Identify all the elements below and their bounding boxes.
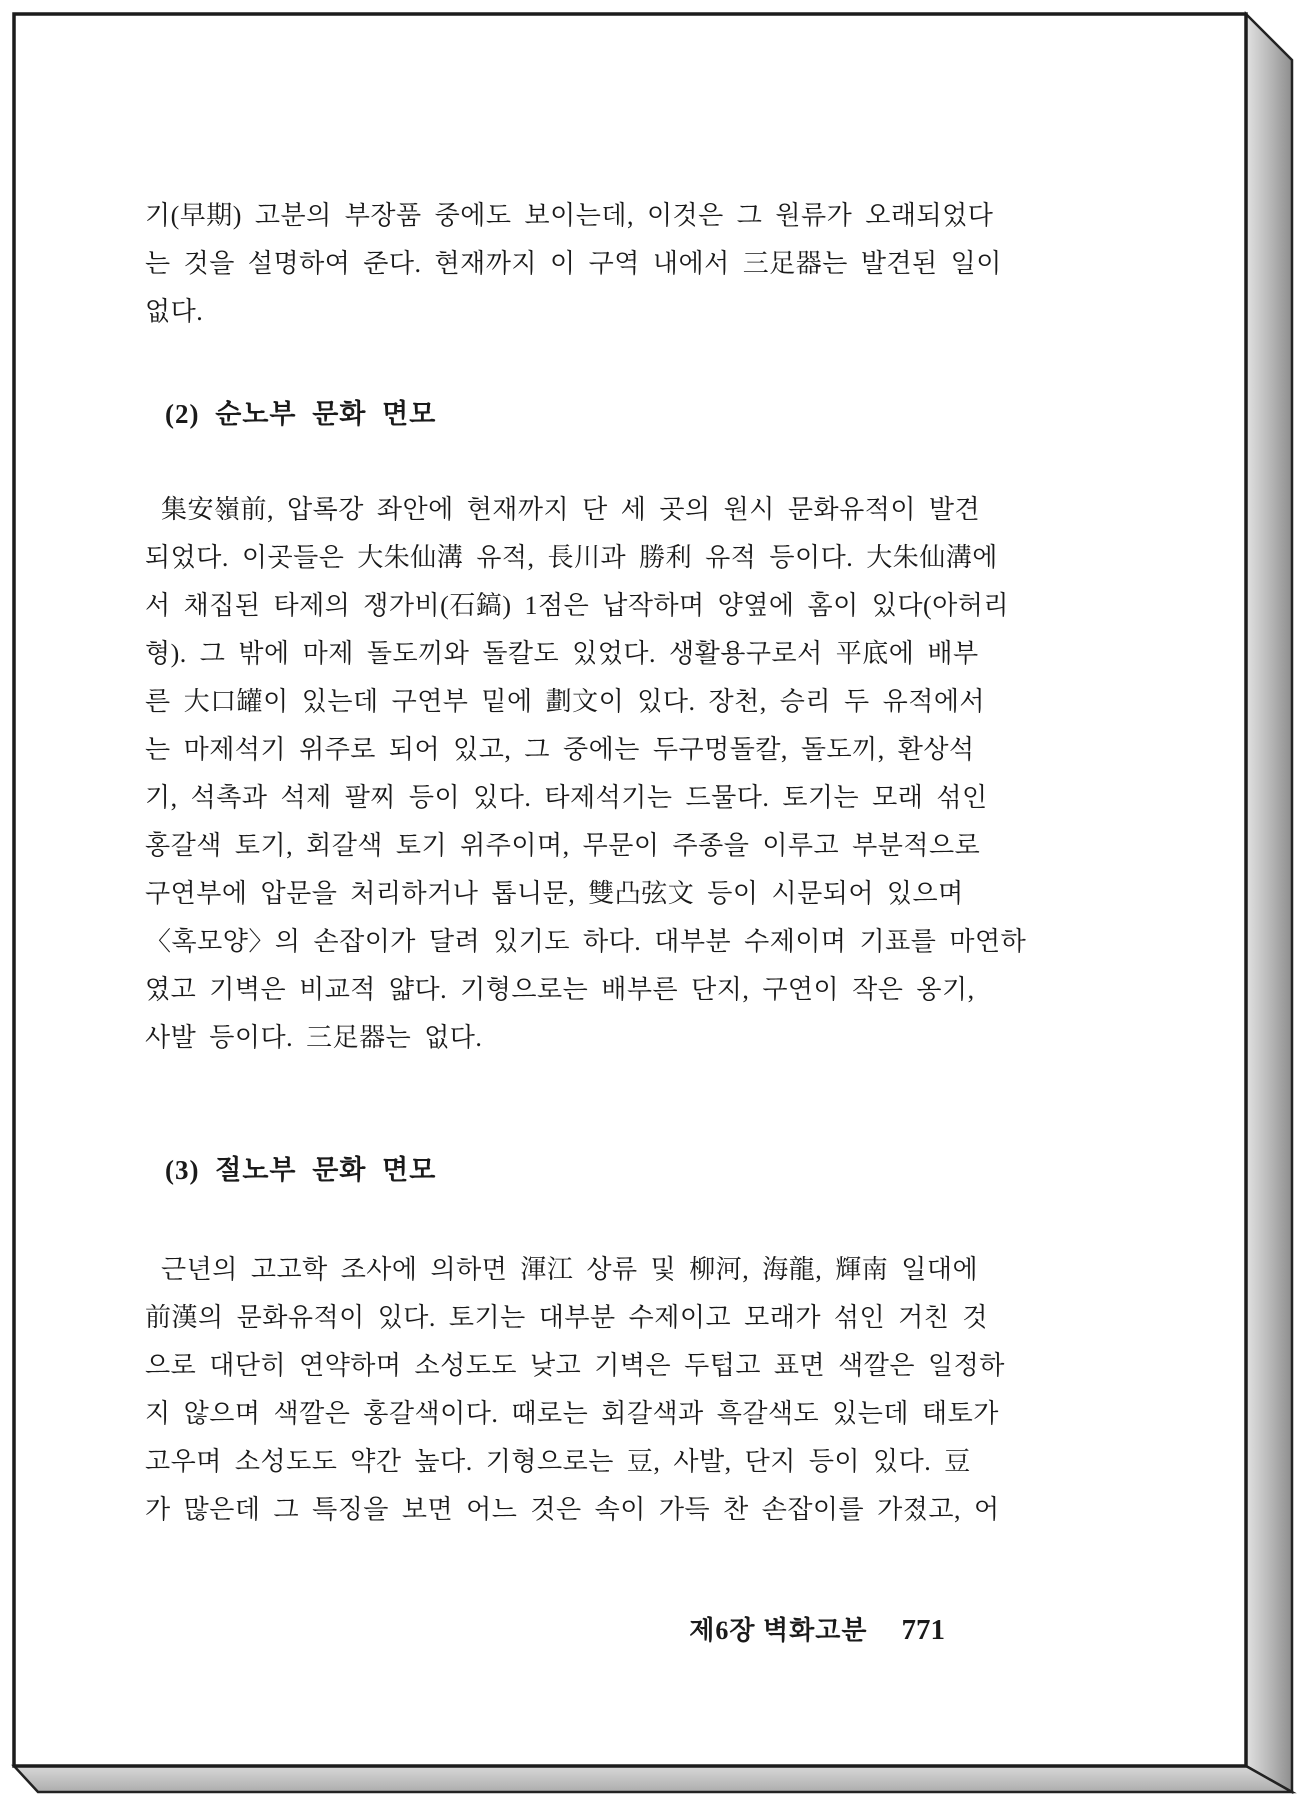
page-footer [145,1606,945,1654]
text-line: 형). 그 밖에 마제 돌도끼와 돌칼도 있었다. 생활용구로서 平底에 배부 [145,639,979,668]
section-heading-text: (3) 절노부 문화 면모 [165,1155,437,1185]
text-line: 가 많은데 그 특징을 보면 어느 것은 속이 가득 찬 손잡이를 가졌고, 어 [145,1495,1000,1524]
text-line: 구연부에 압문을 처리하거나 톱니문, 雙凸弦文 등이 시문되어 있으며 [145,879,964,908]
text-line: 되었다. 이곳들은 大朱仙溝 유적, 長川과 勝利 유적 등이다. 大朱仙溝에 [145,543,998,572]
text-line: 〈혹모양〉의 손잡이가 달려 있기도 하다. 대부분 수제이며 기표를 마연하 [145,927,1027,956]
chapter-title: 제6장 벽화고분 [689,1616,868,1645]
section-heading-text: (2) 순노부 문화 면모 [165,399,437,429]
text-line: 는 마제석기 위주로 되어 있고, 그 중에는 두구멍돌칼, 돌도끼, 환상석 [145,735,975,764]
paragraph-continued [145,192,1050,336]
page-number: 771 [901,1614,945,1646]
paragraph-jeolnobu [145,1246,1050,1534]
text-line: 기(早期) 고분의 부장품 중에도 보이는데, 이것은 그 원류가 오래되었다 [145,201,994,230]
section-heading-2 [145,390,1050,438]
text-line: 前漢의 문화유적이 있다. 토기는 대부분 수제이고 모래가 섞인 거친 것 [145,1303,989,1332]
text-line: 사발 등이다. 三足器는 없다. [145,1023,483,1052]
text-line: 근년의 고고학 조사에 의하면 渾江 상류 및 柳河, 海龍, 輝南 일대에 [161,1255,979,1284]
text-line: 른 大口罐이 있는데 구연부 밑에 劃文이 있다. 장천, 승리 두 유적에서 [145,687,986,716]
text-line: 고우며 소성도도 약간 높다. 기형으로는 豆, 사발, 단지 등이 있다. 豆 [145,1447,971,1476]
text-line: 였고 기벽은 비교적 얇다. 기형으로는 배부른 단지, 구연이 작은 옹기, [145,975,975,1004]
paragraph-sunnobu [145,486,1050,1062]
text-line: 없다. [145,297,204,326]
text-line: 기, 석촉과 석제 팔찌 등이 있다. 타제석기는 드물다. 토기는 모래 섞인 [145,783,988,812]
text-line: 는 것을 설명하여 준다. 현재까지 이 구역 내에서 三足器는 발견된 일이 [145,249,1002,278]
text-line: 으로 대단히 연약하며 소성도도 낮고 기벽은 두텁고 표면 색깔은 일정하 [145,1351,1005,1380]
text-line: 集安嶺前, 압록강 좌안에 현재까지 단 세 곳의 원시 문화유적이 발견 [161,495,981,524]
text-line: 홍갈색 토기, 회갈색 토기 위주이며, 무문이 주종을 이루고 부분적으로 [145,831,981,860]
section-heading-3 [145,1146,1050,1194]
text-line: 서 채집된 타제의 쟁가비(石鎬) 1점은 납작하며 양옆에 홈이 있다(아허리 [145,591,1009,620]
text-line: 지 않으며 색깔은 홍갈색이다. 때로는 회갈색과 흑갈색도 있는데 태토가 [145,1399,999,1428]
